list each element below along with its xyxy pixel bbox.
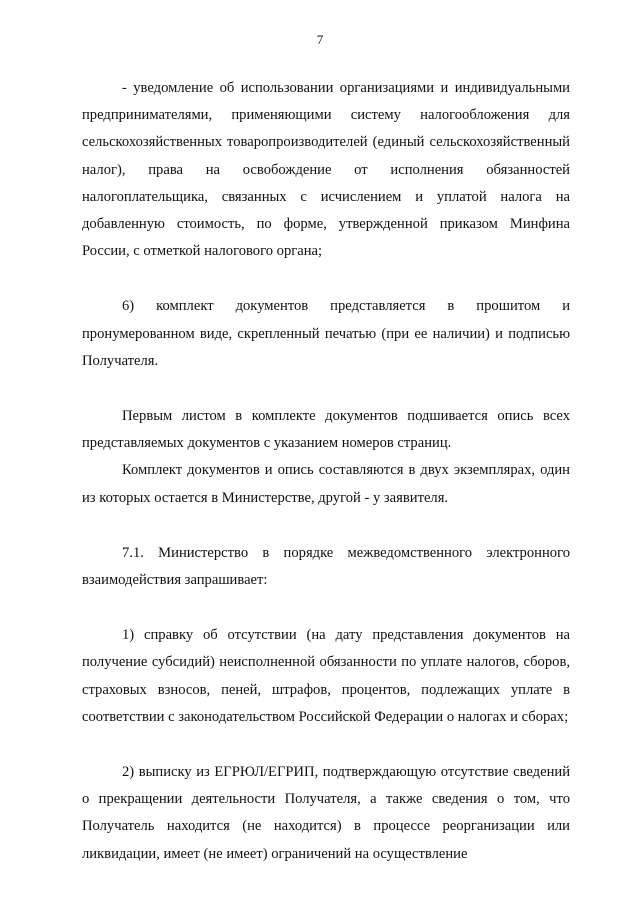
paragraph-item-6: 6) комплект документов представляется в прошитом и пронумерованном виде, скрепленный печатью (при ее наличии) и подписью Получателя. bbox=[82, 298, 570, 369]
document-body bbox=[82, 75, 570, 868]
paragraph-copies: Комплект документов и опись составляются в двух экземплярах, один из которых остается в Министерстве, другой - у заявителя. bbox=[82, 462, 570, 506]
paragraph-item-1: 1) справку об отсутствии (на дату представления документов на получение субсидий) неисполненной обязанности по уплате налогов, сборов, страховых взносов, пеней, штрафов, процентов, подлежащих уплате в соответствии с законодательством Российской Федерации о налогах и сборах; bbox=[82, 627, 570, 725]
paragraph-first-sheet: Первым листом в комплекте документов подшивается опись всех представляемых документов с указанием номеров страниц. bbox=[82, 408, 570, 452]
paragraph-item-2: 2) выписку из ЕГРЮЛ/ЕГРИП, подтверждающую отсутствие сведений о прекращении деятельности Получателя, а также сведения о том, что Получатель находится (не находится) в процессе реорганизации или ликвидации, имеет (не имеет) ограничений на осуществление bbox=[82, 764, 570, 862]
page-number: 7 bbox=[316, 32, 324, 47]
paragraph-7-1: 7.1. Министерство в порядке межведомственного электронного взаимодействия запрашивает: bbox=[82, 544, 570, 589]
paragraph-notification: - уведомление об использовании организациями и индивидуальными предпринимателями, применяющими систему налогообложения для сельскохозяйственных товаропроизводителей (единый сельскохозяйственный налог), права на освобождение от исполнения обязанностей налогоплательщика, связанных с исчислением и уплатой налога на добавленную стоимость, по форме, утвержденной приказом Минфина России, с отметкой налогового органа; bbox=[82, 80, 570, 260]
